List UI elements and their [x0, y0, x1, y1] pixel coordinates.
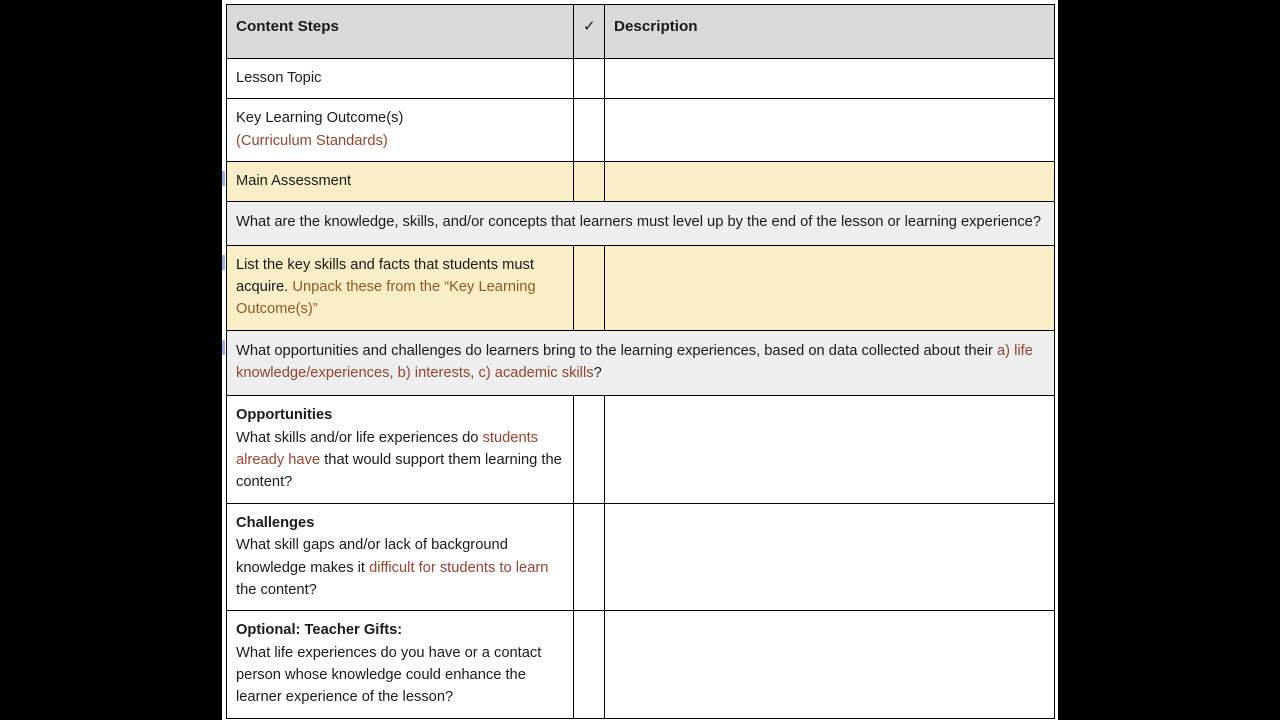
change-marker-icon [222, 171, 225, 186]
table-row-lesson-topic [227, 59, 1055, 99]
row-label-lesson-topic [227, 59, 574, 99]
challenges-body-accent: difficult for students to learn [369, 559, 549, 576]
challenges-body-pre: What skill gaps and/or lack of background knowledge makes it [236, 537, 508, 576]
change-marker-icon [222, 340, 225, 355]
table-row-instruction-knowledge-skills [227, 202, 1055, 245]
check-cell-lesson-topic[interactable] [574, 59, 605, 99]
table-row-optional-teacher-gifts [227, 611, 1055, 718]
document-sheet [222, 0, 1058, 720]
instruction-opportunities-text-accent: a) life knowledge/experiences, b) interests, c) academic skills [236, 342, 1033, 382]
check-cell-challenges[interactable] [574, 503, 605, 610]
challenges-heading: Challenges [236, 514, 315, 531]
row-label-challenges [227, 503, 574, 610]
key-learning-outcomes-label: Key Learning Outcome(s) [236, 110, 404, 127]
column-header-description: Description [605, 5, 1055, 59]
description-cell-opportunities[interactable] [605, 396, 1055, 503]
check-icon: ✓ [574, 5, 605, 59]
instruction-knowledge-skills-text: What are the knowledge, skills, and/or concepts that learners must level up by the end of the lesson or learning experience? [236, 214, 1042, 231]
opportunities-body-pre: What skills and/or life experiences do [236, 429, 483, 446]
check-cell-list-key-skills[interactable] [574, 245, 605, 330]
change-marker-icon [222, 255, 225, 270]
table-row-list-key-skills [227, 245, 1055, 330]
main-assessment-label: Main Assessment [236, 173, 352, 190]
check-cell-main-assessment[interactable] [574, 162, 605, 202]
description-cell-list-key-skills[interactable] [605, 245, 1055, 330]
challenges-body-post: the content? [236, 581, 317, 598]
row-label-optional-teacher-gifts [227, 611, 574, 718]
teacher-gifts-heading: Optional: Teacher Gifts: [236, 622, 403, 639]
instruction-opportunities-text-tail: ? [593, 365, 602, 382]
row-label-main-assessment [227, 162, 574, 202]
key-learning-outcomes-sublabel: (Curriculum Standards) [236, 132, 388, 149]
column-header-content-steps: Content Steps [227, 5, 574, 59]
row-label-opportunities [227, 396, 574, 503]
check-cell-opportunities[interactable] [574, 396, 605, 503]
row-label-key-learning-outcomes [227, 99, 574, 162]
instruction-text-knowledge-skills [227, 202, 1055, 245]
list-key-skills-label: List the key skills and facts that students must acquire. [236, 256, 534, 296]
opportunities-body-accent: students already have [236, 429, 539, 469]
teacher-gifts-body: What life experiences do you have or a contact person whose knowledge could enhance the learner experience of the lesson? [236, 644, 542, 706]
content-steps-table [226, 4, 1055, 719]
list-key-skills-sublabel: Unpack these from the “Key Learning Outcome(s)” [236, 279, 536, 318]
table-row-key-learning-outcomes [227, 99, 1055, 162]
description-cell-lesson-topic[interactable] [605, 59, 1055, 99]
row-label-list-key-skills [227, 245, 574, 330]
table-row-challenges [227, 503, 1055, 610]
description-cell-key-learning-outcomes[interactable] [605, 99, 1055, 162]
table-row-main-assessment [227, 162, 1055, 202]
instruction-text-opportunities-challenges [227, 330, 1055, 396]
table-row-opportunities [227, 396, 1055, 503]
table-row-instruction-opportunities-challenges [227, 330, 1055, 396]
description-cell-challenges[interactable] [605, 503, 1055, 610]
instruction-opportunities-text-lead: What opportunities and challenges do learners bring to the learning experiences, based on data collected about their [236, 342, 997, 359]
opportunities-body-post: that would support them learning the content? [236, 452, 562, 491]
check-cell-optional-teacher-gifts[interactable] [574, 611, 605, 718]
check-cell-key-learning-outcomes[interactable] [574, 99, 605, 162]
opportunities-heading: Opportunities [236, 407, 333, 424]
table-header-row [227, 5, 1055, 59]
lesson-topic-label: Lesson Topic [236, 70, 322, 86]
description-cell-optional-teacher-gifts[interactable] [605, 611, 1055, 718]
description-cell-main-assessment[interactable] [605, 162, 1055, 202]
